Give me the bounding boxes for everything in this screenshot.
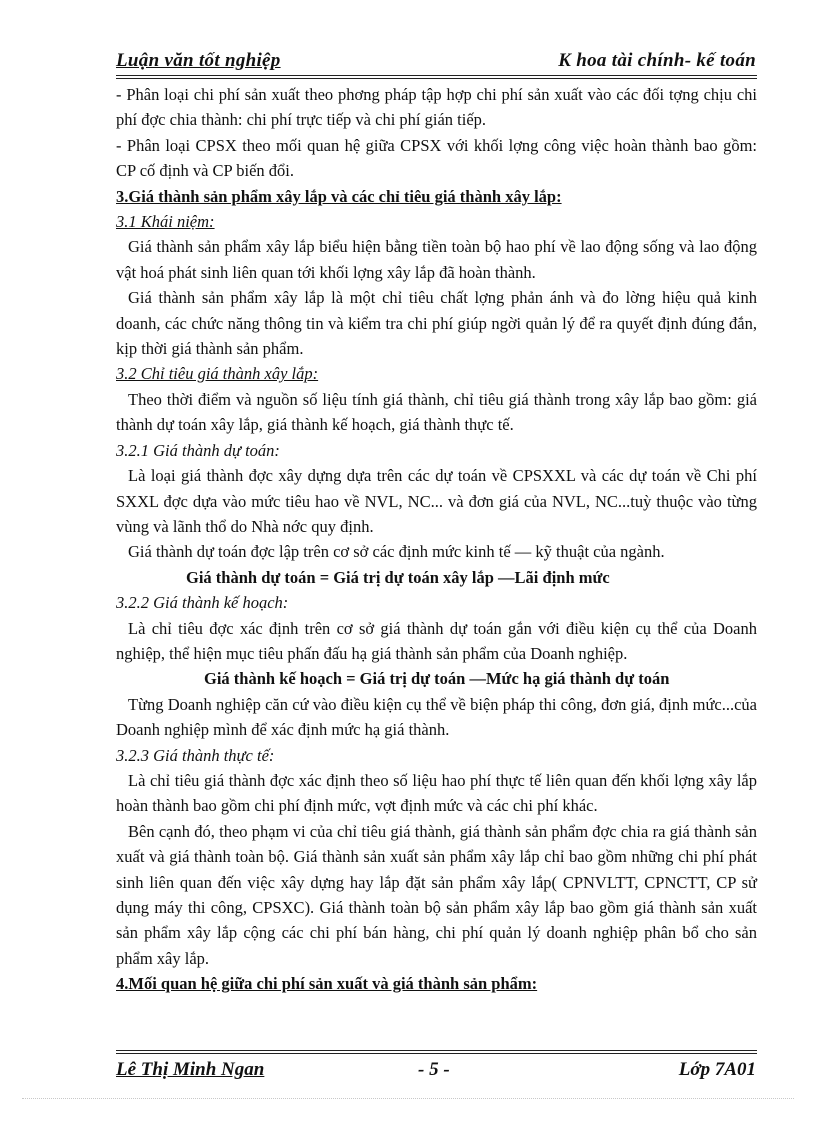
- footer-author: Lê Thị Minh Ngan: [116, 1059, 265, 1080]
- header-rule: [116, 75, 757, 76]
- subsection-heading: 3.2 Chỉ tiêu giá thành xây lắp:: [116, 364, 319, 384]
- paragraph: Là loại giá thành đợc xây dựng dựa trên các dự toán về CPSXXL và các dự toán về Chi phí SXXL đợc dựa vào mức tiêu hao về NVL, NC... và đơn giá của NVL, NC...tuỳ thuộc vào từng vùng và lãnh thổ do Nhà nớc quy định.: [116, 466, 757, 536]
- page-footer: [116, 1059, 756, 1081]
- formula-estimate-cost: Giá thành dự toán = Giá trị dự toán xây lắp —Lãi định mức: [186, 567, 610, 587]
- header-rule-double: [116, 78, 757, 79]
- page-body: [116, 82, 757, 997]
- section-heading: 3.Giá thành sản phẩm xây lắp và các chỉ tiêu giá thành xây lắp:: [116, 186, 562, 206]
- paragraph: Bên cạnh đó, theo phạm vi của chỉ tiêu giá thành, giá thành sản phẩm đợc chia ra giá thành sản xuất và giá thành toàn bộ. Giá thành sản xuất sản phẩm xây lắp chỉ bao gồm những chi phí phát sinh liên quan đến việc xây dựng hay lắp đặt sản phẩm xây lắp( CPNVLTT, CPNCTT, CP sử dụng máy thi công, CPSXC). Giá thành toàn bộ sản phẩm xây lắp bao gồm giá thành sản xuất sản phẩm xây lắp cộng các chi phí bán hàng, chi phí quản lý doanh nghiệp phân bổ cho sản phẩm xây lắp.: [116, 821, 757, 968]
- sub-subsection-heading: 3.2.3 Giá thành thực tế:: [116, 745, 275, 765]
- header-thesis-label: Luận văn tốt nghiệp: [116, 50, 281, 71]
- page-boundary-line: [22, 1098, 794, 1099]
- paragraph: Giá thành sản phẩm xây lắp là một chỉ tiêu chất lợng phản ánh và đo lờng hiệu quả kinh doanh, các chức năng thông tin và kiểm tra chi phí giúp ngời quản lý để ra quyết định đúng đắn, kịp thời giá thành sản phẩm.: [116, 288, 757, 359]
- footer-class: Lớp 7A01: [678, 1059, 756, 1080]
- paragraph: Là chỉ tiêu đợc xác định trên cơ sở giá thành dự toán gắn với điều kiện cụ thể của Doanh nghiệp, thể hiện mục tiêu phấn đấu hạ giá thành sản phẩm của Doanh nghiệp.: [116, 618, 757, 663]
- sub-subsection-heading: 3.2.2 Giá thành kế hoạch:: [116, 593, 289, 613]
- paragraph: Là chỉ tiêu giá thành đợc xác định theo số liệu hao phí thực tế liên quan đến khối lợng xây lắp hoàn thành bao gồm chi phí định mức, vợt định mức và các chi phí khác.: [116, 770, 757, 816]
- formula-planned-cost: Giá thành kế hoạch = Giá trị dự toán —Mức hạ giá thành dự toán: [204, 669, 670, 689]
- section-heading: 4.Mối quan hệ giữa chi phí sản xuất và giá thành sản phẩm:: [116, 974, 538, 994]
- paragraph: - Phân loại chi phí sản xuất theo phơng pháp tập hợp chi phí sản xuất vào các đối tợng chịu chi phí đợc chia thành: chi phí trực tiếp và chi phí gián tiếp.: [116, 85, 757, 130]
- header-faculty-label: K hoa tài chính- kế toán: [558, 50, 756, 71]
- page-number: - 5 -: [418, 1059, 450, 1080]
- page-header: [116, 50, 756, 72]
- paragraph: - Phân loại CPSX theo mối quan hệ giữa CPSX với khối lợng công việc hoàn thành bao gồm: CP cố định và CP biến đổi.: [116, 135, 757, 181]
- paragraph: Giá thành sản phẩm xây lắp biểu hiện bằng tiền toàn bộ hao phí về lao động sống và lao động vật hoá phát sinh liên quan tới khối lợng xây lắp đã hoàn thành.: [116, 237, 757, 282]
- paragraph: Giá thành dự toán đợc lập trên cơ sở các định mức kinh tế — kỹ thuật của ngành.: [128, 542, 665, 562]
- footer-rule: [116, 1050, 757, 1051]
- footer-rule-double: [116, 1053, 757, 1054]
- paragraph: Từng Doanh nghiệp căn cứ vào điều kiện cụ thể về biện pháp thi công, đơn giá, định mức...của Doanh nghiệp mình để xác định mức hạ giá thành.: [116, 694, 757, 740]
- subsection-heading: 3.1 Khái niệm:: [116, 212, 215, 232]
- paragraph: Theo thời điểm và nguồn số liệu tính giá thành, chỉ tiêu giá thành trong xây lắp bao gồm: giá thành dự toán xây lắp, giá thành kế hoạch, giá thành thực tế.: [116, 389, 757, 435]
- sub-subsection-heading: 3.2.1 Giá thành dự toán:: [116, 440, 280, 460]
